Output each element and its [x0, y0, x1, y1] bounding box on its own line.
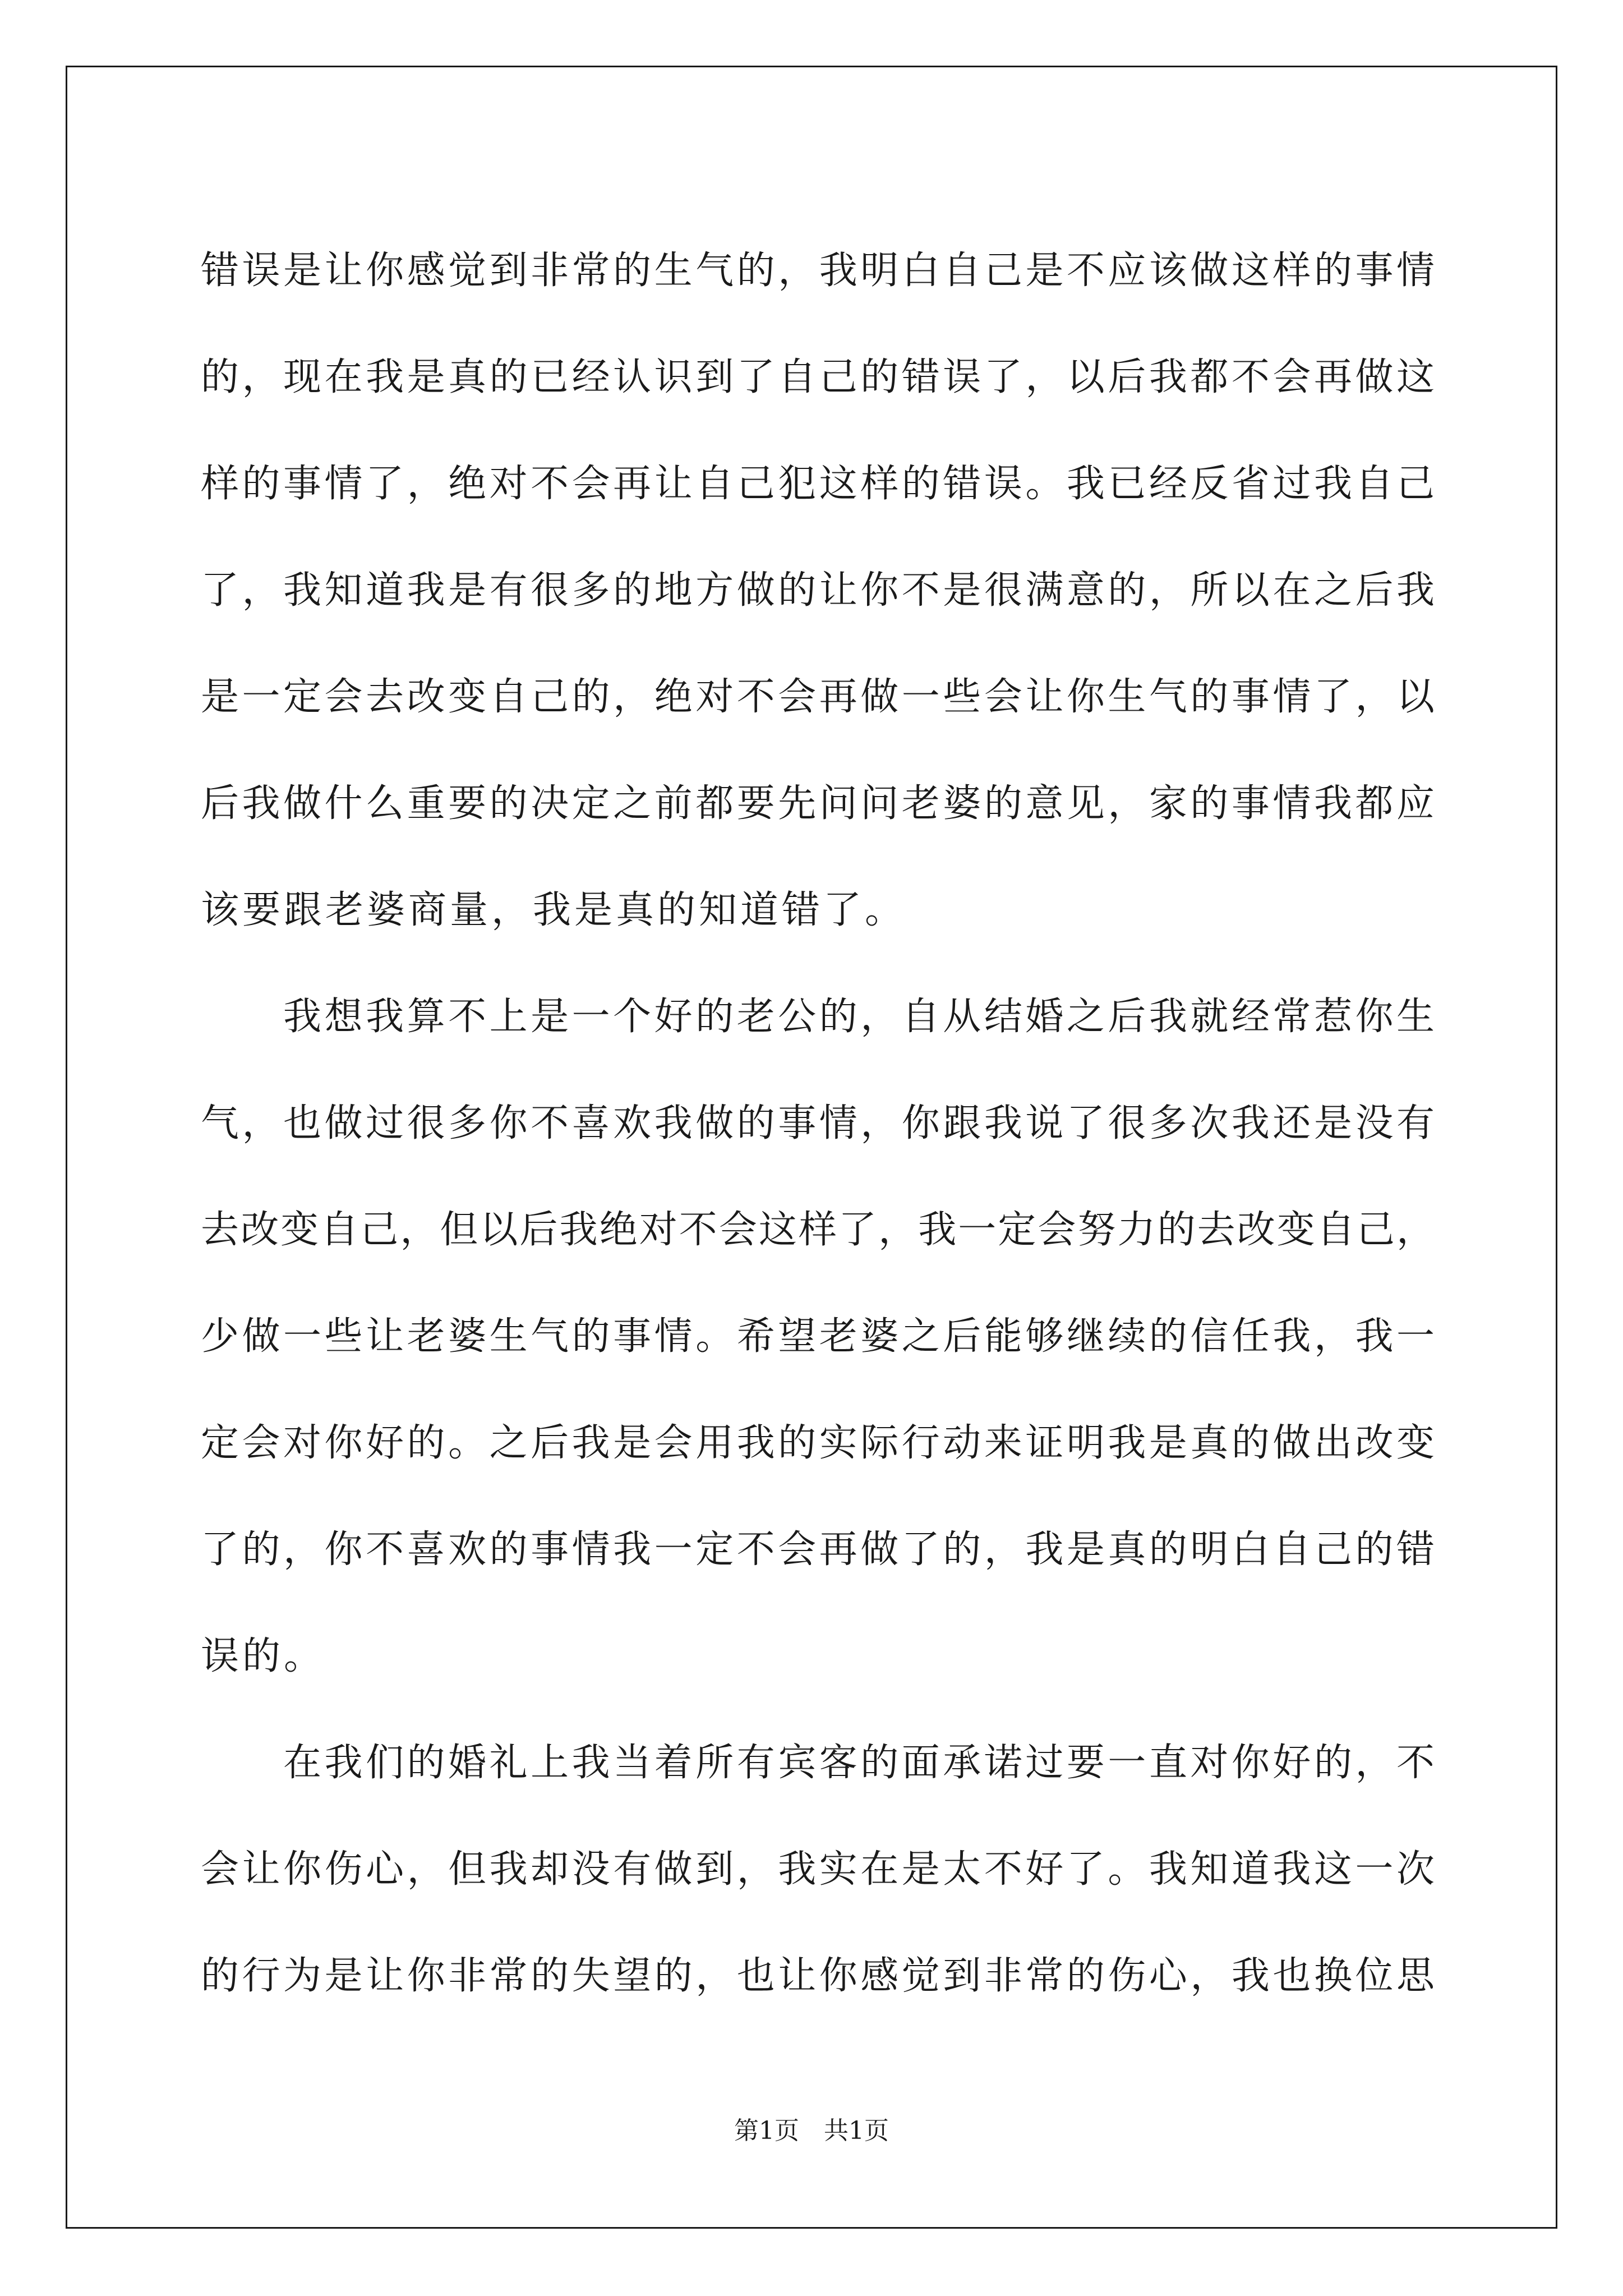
text-line: 错误是让你感觉到非常的生气的，我明白自己是不应该做这样的事情 — [201, 249, 1435, 293]
text-line: 我想我算不上是一个好的老公的，自从结婚之后我就经常惹你生 — [201, 995, 1435, 1039]
text-line: 的，现在我是真的已经认识到了自己的错误了，以后我都不会再做这 — [201, 355, 1435, 399]
text-line: 定会对你好的。之后我是会用我的实际行动来证明我是真的做出改变 — [201, 1421, 1435, 1465]
text-line: 去改变自己，但以后我绝对不会这样了，我一定会努力的去改变自己， — [201, 1208, 1435, 1252]
text-line: 是一定会去改变自己的，绝对不会再做一些会让你生气的事情了，以 — [201, 675, 1435, 719]
text-line: 误的。 — [201, 1634, 326, 1678]
text-line: 会让你伤心，但我却没有做到，我实在是太不好了。我知道我这一次 — [201, 1847, 1435, 1892]
text-line: 样的事情了，绝对不会再让自己犯这样的错误。我已经反省过我自己 — [201, 462, 1435, 506]
text-line: 在我们的婚礼上我当着所有宾客的面承诺过要一直对你好的，不 — [201, 1741, 1435, 1785]
text-line: 了，我知道我是有很多的地方做的让你不是很满意的，所以在之后我 — [201, 568, 1435, 613]
text-line: 后我做什么重要的决定之前都要先问问老婆的意见，家的事情我都应 — [201, 781, 1435, 826]
text-line: 的行为是让你非常的失望的，也让你感觉到非常的伤心，我也换位思 — [201, 1954, 1435, 1998]
document-body — [201, 218, 1435, 2030]
text-line: 该要跟老婆商量，我是真的知道错了。 — [201, 888, 907, 932]
text-line: 了的，你不喜欢的事情我一定不会再做了的，我是真的明白自己的错 — [201, 1527, 1435, 1572]
text-line: 气，也做过很多你不喜欢我做的事情，你跟我说了很多次我还是没有 — [201, 1101, 1435, 1145]
page-footer: 第1页 共1页 — [734, 2116, 889, 2145]
text-line: 少做一些让老婆生气的事情。希望老婆之后能够继续的信任我，我一 — [201, 1314, 1435, 1359]
